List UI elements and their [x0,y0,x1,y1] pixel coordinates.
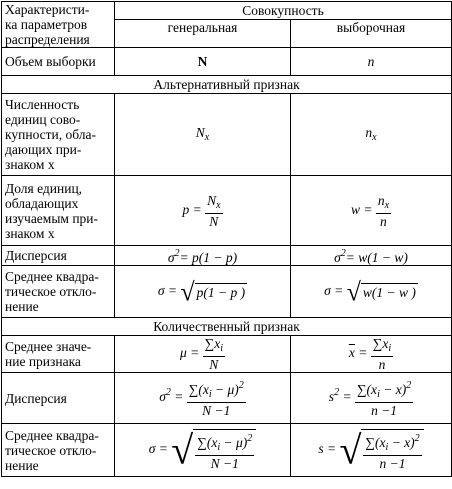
section-quantitative [2,318,452,336]
numerator [363,431,421,456]
radical-sign-icon: √ [171,427,194,473]
row-mean [2,336,452,373]
symbol: ∑x [204,336,221,351]
subscript: x [384,199,390,211]
mean-sample-formula [291,336,452,373]
numerator [205,193,222,214]
formula-lhs: σ = [324,282,344,298]
radical-sign-icon: √ [180,277,195,307]
alt-std-general-formula [115,266,291,318]
radical-sign-icon: √ [339,427,362,473]
count-general-formula [115,94,291,176]
header-characteristic-line: Характеристи- [5,2,90,17]
superscript: 2 [247,433,253,444]
x-bar-symbol: $\overline{x}$ [348,345,355,361]
label-alt-variance: Дисперсия [2,246,115,266]
fraction [376,193,391,229]
label-line: ние признака [5,354,81,369]
denominator: N [209,357,219,372]
row-alt-variance [2,246,452,266]
symbol: ∑x [372,336,389,351]
label-line: тическое откло- [5,284,97,299]
q-variance-general-formula: $\sigma^2$ = $\frac{\sum(x_i - \mu)^2}{N -1}$ [115,373,291,424]
equals-sign: = [358,345,368,361]
share-general-formula [115,176,291,246]
label-volume: Объем выборки [2,48,115,76]
superscript: 2 [174,248,180,259]
denominator: N [209,213,219,229]
numerator [203,336,225,357]
subscript: i [385,442,389,453]
numerator [376,193,391,214]
fraction [203,336,225,372]
symbol: − x) [391,435,415,450]
label-line: изучаемым при- [5,210,99,226]
subscript: i [388,343,392,354]
row-volume [2,48,452,76]
header-row-1 [2,2,452,20]
header-sample: выборочная [291,20,452,48]
formula-lhs: μ = [179,345,200,361]
symbol: N [195,124,205,140]
numerator [187,378,246,403]
mean-general-formula [115,336,291,373]
q-variance-sample-formula: $s^2$ = $\frac{\sum(x_i - x)^2}{n -1}$ [291,373,452,424]
label-line: знаком х [5,157,55,172]
superscript: 2 [334,387,340,399]
section-alternative [2,76,452,94]
superscript: 2 [414,433,420,444]
row-share [2,176,452,246]
denominator: n −1 [379,456,406,471]
superscript: 2 [238,380,244,391]
radicand: p(1 − p ) [196,285,246,301]
header-characteristic-line: ка параметров [5,17,88,32]
symbol: σ [167,250,175,265]
symbol: − x) [383,382,407,397]
superscript: 2 [340,248,346,259]
superscript: 2 [406,380,412,391]
numerator [195,431,254,456]
header-aggregate: Совокупность [115,2,452,20]
square-root [346,277,418,307]
numerator [371,336,393,357]
denominator: n [378,357,386,372]
subscript: x [204,131,210,143]
label-line: Среднее значе- [5,339,92,354]
label-line: единиц сово- [5,112,81,127]
symbol: n [377,192,385,208]
label-alt-std [2,266,115,318]
symbol: − μ) [215,382,239,397]
symbol: ∑(x [356,382,378,397]
count-sample-formula [291,94,452,176]
denominator: N −1 [202,403,231,418]
alt-std-sample-formula [291,266,452,318]
numerator [355,378,413,403]
subscript: i [220,343,224,354]
formula-lhs: w = [350,201,373,217]
label-line: тическое откло- [5,442,97,458]
label-line: дающих при- [5,142,82,157]
superscript: 2 [165,387,171,399]
volume-general: N [115,48,291,76]
symbol: ∑(x [188,382,209,397]
symbol: σ [159,389,166,405]
fraction [371,336,393,372]
label-line: Среднее квадра- [5,269,99,284]
radicand [361,429,423,471]
header-characteristic-line: распределения [5,32,90,47]
symbol: ∑(x [365,435,386,450]
label-line: купности, обла- [5,127,97,142]
label-q-std [2,424,115,477]
row-q-std [2,424,452,477]
fraction [355,378,413,418]
subscript: i [208,389,212,400]
subscript: x [216,199,221,211]
symbol: N [207,192,217,208]
denominator: n −1 [371,403,398,418]
symbol: σ [334,250,341,265]
fraction [205,193,222,229]
denominator: N −1 [210,456,239,471]
radical-sign-icon: √ [346,277,361,307]
share-sample-formula [291,176,452,246]
volume-sample: n [291,48,452,76]
formula-lhs: s = [318,441,337,457]
formula-lhs: σ = [157,282,177,298]
label-line: Среднее квадра- [5,427,99,443]
symbol: − μ) [223,435,248,450]
label-line: знаком х [5,225,55,241]
row-count [2,94,452,176]
radicand [193,429,256,471]
label-line: Доля единиц, [5,180,83,196]
subscript: i [217,442,221,453]
subscript: x [372,131,377,143]
formula-rhs: = p(1 − p) [179,250,238,265]
symbol: ∑(x [197,435,218,450]
radicand: w(1 − w ) [362,285,416,301]
fraction [187,378,246,418]
square-root [339,429,423,471]
symbol: s [328,389,335,405]
label-count [2,94,115,176]
label-line: обладающих [5,195,79,211]
row-alt-std [2,266,452,318]
statistics-table [1,1,452,477]
q-std-general-formula [115,424,291,477]
square-root [180,277,247,307]
formula-lhs: p = [182,201,202,217]
row-q-variance [2,373,452,424]
label-line: нение [5,457,39,473]
denominator: n [380,213,387,229]
alt-variance-sample-formula [291,246,452,266]
subscript: i [377,389,380,400]
label-line: нение [5,299,39,314]
section-quantitative-title: Количественный признак [2,318,452,336]
label-line: Численность [5,97,80,112]
fraction [363,431,421,471]
header-general: генеральная [115,20,291,48]
q-std-sample-formula [291,424,452,477]
label-share [2,176,115,246]
square-root [171,429,256,471]
label-mean [2,336,115,373]
section-alternative-title: Альтернативный признак [2,76,452,94]
fraction [195,431,254,471]
formula-rhs: = w(1 − w) [345,250,408,265]
header-characteristic-cell [2,2,115,48]
label-q-variance: Дисперсия [2,373,115,424]
symbol: n [365,124,373,140]
formula-lhs: σ = [148,441,168,457]
alt-variance-general-formula [115,246,291,266]
